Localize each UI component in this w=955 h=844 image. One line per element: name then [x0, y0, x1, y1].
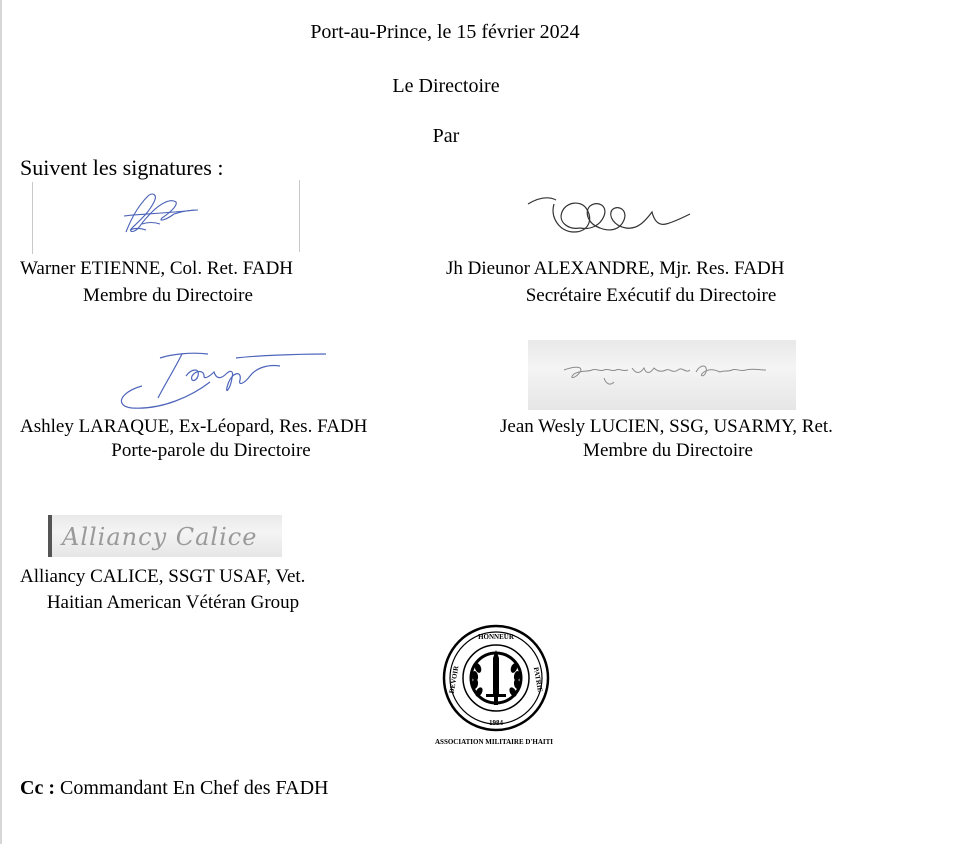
- cc-line: [20, 776, 328, 800]
- seal-left-text: DEVOIR: [447, 665, 461, 695]
- seal-top-text: HONNEUR: [478, 633, 514, 641]
- signatory-name-laraque: Ashley LARAQUE, Ex-Léopard, Res. FADH: [20, 416, 368, 437]
- signature-box-edge: [299, 180, 300, 252]
- signature-box-edge: [32, 182, 33, 254]
- cc-label: Cc :: [20, 777, 55, 799]
- signatory-name-calice: Alliancy CALICE, SSGT USAF, Vet.: [20, 566, 306, 587]
- signature-lucien: [560, 358, 780, 388]
- seal-year: 1984: [489, 719, 503, 727]
- issuer-line: Le Directoire: [392, 75, 500, 97]
- signatory-role-lucien: Membre du Directoire: [583, 440, 753, 461]
- signatory-role-calice: Haitian American Vétéran Group: [46, 592, 300, 613]
- signatory-role-alexandre: Secrétaire Exécutif du Directoire: [525, 285, 777, 306]
- signature-calice: Alliancy Calice: [62, 523, 258, 551]
- seal-right-text: PATRIE: [531, 666, 545, 693]
- signatory-name-lucien: Jean Wesly LUCIEN, SSG, USARMY, Ret.: [500, 416, 833, 437]
- signature-laraque: [112, 346, 332, 410]
- signatory-name-alexandre: Jh Dieunor ALEXANDRE, Mjr. Res. FADH: [446, 258, 785, 279]
- association-seal-logo: [418, 624, 574, 748]
- signatory-role-etienne: Membre du Directoire: [83, 285, 253, 306]
- signatory-name-etienne: Warner ETIENNE, Col. Ret. FADH: [20, 258, 294, 279]
- signatory-role-laraque: Porte-parole du Directoire: [111, 440, 311, 461]
- seal-caption: ASSOCIATION MILITAIRE D'HAITI: [435, 738, 553, 746]
- by-line: Par: [432, 125, 460, 147]
- cc-recipient: Commandant En Chef des FADH: [54, 777, 329, 799]
- signature-box-edge: [48, 515, 52, 557]
- signatures-intro: Suivent les signatures :: [20, 155, 224, 180]
- place-date: Port-au-Prince, le 15 février 2024: [310, 21, 580, 43]
- signature-etienne: [118, 188, 204, 240]
- signature-alexandre: [524, 190, 694, 242]
